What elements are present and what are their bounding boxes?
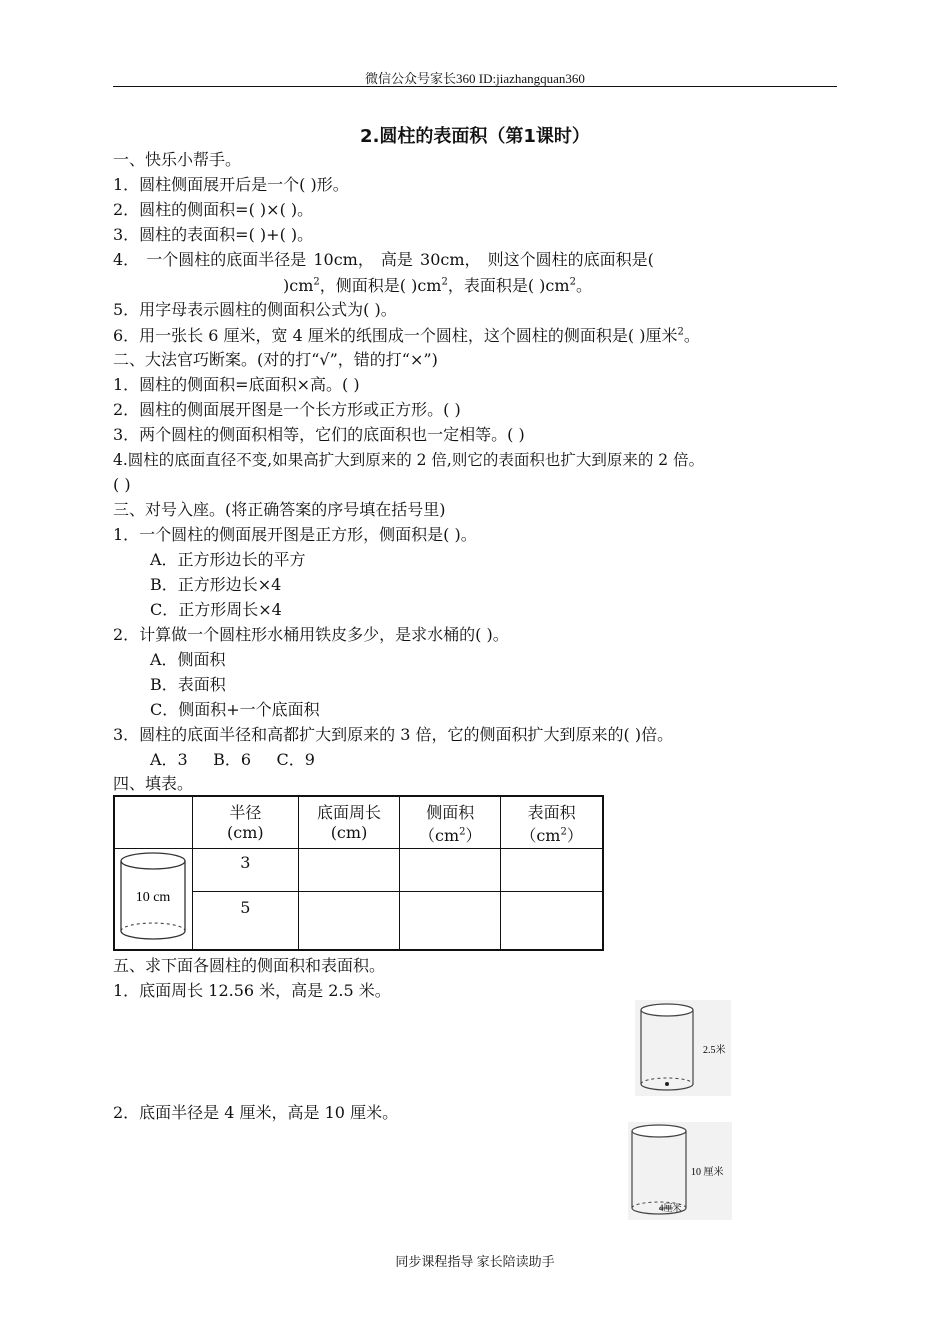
header-lateral-area: 侧面积 $(cm^2)$ xyxy=(400,796,501,848)
s5-question-2: 2．底面半径是 4 厘米，高是 10 厘米。 xyxy=(113,1103,399,1122)
cylinder-10cm-figure xyxy=(116,849,190,945)
s2-question-1: 1．圆柱的侧面积=底面积×高。( ) xyxy=(113,375,360,394)
s1-question-6: 6．用一张长 6 厘米，宽 4 厘米的纸围成一个圆柱，这个圆柱的侧面积是( )厘米$^2$。 xyxy=(113,326,700,345)
fill-table xyxy=(113,795,604,951)
cylinder-10cm-r4-figure xyxy=(628,1122,732,1220)
section5-heading: 五、求下面各圆柱的侧面积和表面积。 xyxy=(113,956,386,975)
s1-question-4-cont: )$cm^2$，侧面积是( )$cm^2$，表面积是( )$cm^2$。 xyxy=(283,276,592,295)
page-header: 微信公众号家长360 ID:jiazhangquan360 xyxy=(365,71,585,86)
section4-heading: 四、填表。 xyxy=(113,774,194,793)
s1-question-1: 1．圆柱侧面展开后是一个( )形。 xyxy=(113,175,349,194)
header-radius: 半径 (cm) xyxy=(192,796,298,848)
s5-question-1: 1．底面周长 12.56 米，高是 2.5 米。 xyxy=(113,981,391,1000)
cylinder-image-cell xyxy=(114,848,192,950)
height-label-10cm: 10 厘米 xyxy=(691,1167,724,1178)
s1-question-5: 5．用字母表示圆柱的侧面积公式为( )。 xyxy=(113,300,397,319)
s2-question-2: 2．圆柱的侧面展开图是一个长方形或正方形。( ) xyxy=(113,400,461,419)
header-surface-area: 表面积 $(cm^2)$ xyxy=(501,796,603,848)
row2-circumference[interactable] xyxy=(298,892,400,950)
header-circumference: 底面周长 (cm) xyxy=(298,796,400,848)
cylinder-height-label: 10 cm xyxy=(136,889,171,905)
row1-surface-area[interactable] xyxy=(501,848,603,892)
s3-q2-option-a: A．侧面积 xyxy=(150,650,226,669)
s3-question-3: 3．圆柱的底面半径和高都扩大到原来的 3 倍，它的侧面积扩大到原来的( )倍。 xyxy=(113,725,674,744)
s3-q1-option-c: C．正方形周长×4 xyxy=(150,600,282,619)
s3-q3-options: A．3 B．6 C．9 xyxy=(150,750,315,769)
s1-question-3: 3．圆柱的表面积=( )+( )。 xyxy=(113,225,314,244)
section2-heading: 二、大法官巧断案。(对的打“√”，错的打“×”) xyxy=(113,350,438,369)
section3-heading: 三、对号入座。(将正确答案的序号填在括号里) xyxy=(113,500,446,519)
s3-q1-option-b: B．正方形边长×4 xyxy=(150,575,282,594)
s2-question-4: 4.圆柱的底面直径不变,如果高扩大到原来的 2 倍,则它的表面积也扩大到原来的 2 倍。 xyxy=(113,451,705,469)
s3-question-2: 2．计算做一个圆柱形水桶用铁皮多少，是求水桶的( )。 xyxy=(113,625,509,644)
s1-question-2: 2．圆柱的侧面积=( )×( )。 xyxy=(113,200,314,219)
s3-question-1: 1．一个圆柱的侧面展开图是正方形，侧面积是( )。 xyxy=(113,525,477,544)
s3-q1-option-a: A．正方形边长的平方 xyxy=(150,550,306,569)
s3-q2-option-b: B．表面积 xyxy=(150,675,226,694)
row2-lateral-area[interactable] xyxy=(400,892,501,950)
section1-heading: 一、快乐小帮手。 xyxy=(113,150,242,169)
s1-question-4: 4． 一个圆柱的底面半径是 10cm， 高是 30cm， 则这个圆柱的底面积是( xyxy=(113,250,654,269)
table-corner-cell xyxy=(114,796,192,848)
radius-label-4cm: 4厘米 xyxy=(659,1203,682,1213)
s2-question-4-blank: ( ) xyxy=(113,475,131,494)
height-label-2-5m: 2.5米 xyxy=(703,1045,726,1056)
header-rule xyxy=(113,86,837,87)
row2-radius: 5 xyxy=(192,892,298,950)
row2-surface-area[interactable] xyxy=(501,892,603,950)
row1-circumference[interactable] xyxy=(298,848,400,892)
cylinder-2-5m-figure xyxy=(635,1000,731,1096)
s3-q2-option-c: C．侧面积+一个底面积 xyxy=(150,700,320,719)
page-footer: 同步课程指导 家长陪读助手 xyxy=(395,1254,555,1269)
row1-lateral-area[interactable] xyxy=(400,848,501,892)
worksheet-title: 2.圆柱的表面积（第1课时） xyxy=(360,126,590,147)
s2-question-3: 3．两个圆柱的侧面积相等，它们的底面积也一定相等。( ) xyxy=(113,425,525,444)
row1-radius: 3 xyxy=(192,848,298,892)
